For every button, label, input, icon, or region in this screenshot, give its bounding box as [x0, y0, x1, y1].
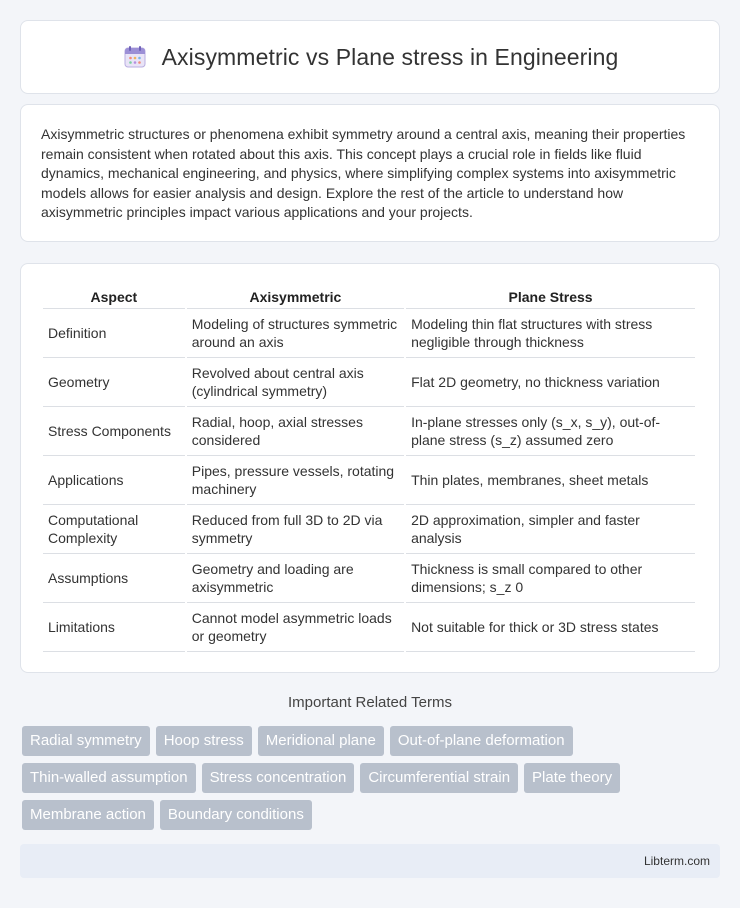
- table-row: [43, 505, 695, 554]
- table-row: [43, 407, 695, 456]
- cell-aspect: Limitations: [43, 603, 185, 652]
- header-plane-stress: Plane Stress: [406, 286, 695, 309]
- table-row: [43, 603, 695, 652]
- related-terms-title: Important Related Terms: [288, 694, 452, 711]
- cell-plane-stress: Thickness is small compared to other dimensions; s_z 0: [406, 554, 695, 603]
- cell-axisymmetric: Radial, hoop, axial stresses considered: [187, 407, 404, 456]
- table-row: [43, 554, 695, 603]
- header: [122, 44, 619, 71]
- tag-membrane-action[interactable]: Membrane action: [22, 800, 154, 830]
- cell-axisymmetric: Reduced from full 3D to 2D via symmetry: [187, 505, 404, 554]
- footer: [20, 844, 720, 878]
- cell-axisymmetric: Geometry and loading are axisymmetric: [187, 554, 404, 603]
- cell-axisymmetric: Pipes, pressure vessels, rotating machinery: [187, 456, 404, 505]
- cell-plane-stress: 2D approximation, simpler and faster analysis: [406, 505, 695, 554]
- table-row: [43, 309, 695, 358]
- cell-plane-stress: In-plane stresses only (s_x, s_y), out-of-plane stress (s_z) assumed zero: [406, 407, 695, 456]
- cell-aspect: Stress Components: [43, 407, 185, 456]
- tag-row: [22, 800, 722, 830]
- cell-axisymmetric: Revolved about central axis (cylindrical symmetry): [187, 358, 404, 407]
- header-axisymmetric: Axisymmetric: [187, 286, 404, 309]
- cell-axisymmetric: Modeling of structures symmetric around an axis: [187, 309, 404, 358]
- intro-paragraph: Axisymmetric structures or phenomena exhibit symmetry around a central axis, meaning their properties remain consistent when rotated about this axis. This concept plays a crucial role in fields like fluid dynamics, mechanical engineering, and physics, where simplifying complex systems into axisymmetric models allows for easier analysis and design. Explore the rest of the article to understand how axisymmetric principles impact various applications and your projects.: [41, 126, 686, 221]
- table-row: [43, 358, 695, 407]
- comparison-table-card: [20, 263, 720, 673]
- tag-circumferential-strain[interactable]: Circumferential strain: [360, 763, 518, 793]
- cell-aspect: Definition: [43, 309, 185, 358]
- intro-card: [20, 104, 720, 242]
- tag-hoop-stress[interactable]: Hoop stress: [156, 726, 252, 756]
- table-row: [43, 456, 695, 505]
- tag-plate-theory[interactable]: Plate theory: [524, 763, 620, 793]
- tag-boundary-conditions[interactable]: Boundary conditions: [160, 800, 312, 830]
- tag-thin-walled-assumption[interactable]: Thin-walled assumption: [22, 763, 196, 793]
- cell-aspect: Applications: [43, 456, 185, 505]
- header-aspect: Aspect: [43, 286, 185, 309]
- cell-plane-stress: Thin plates, membranes, sheet metals: [406, 456, 695, 505]
- footer-brand[interactable]: Libterm.com: [643, 854, 710, 868]
- cell-plane-stress: Not suitable for thick or 3D stress states: [406, 603, 695, 652]
- tag-row: [22, 726, 722, 756]
- tag-meridional-plane[interactable]: Meridional plane: [258, 726, 384, 756]
- cell-plane-stress: Flat 2D geometry, no thickness variation: [406, 358, 695, 407]
- cell-aspect: Computational Complexity: [43, 505, 185, 554]
- tag-out-of-plane-deformation[interactable]: Out-of-plane deformation: [390, 726, 573, 756]
- tag-radial-symmetry[interactable]: Radial symmetry: [22, 726, 150, 756]
- header-card: [20, 20, 720, 94]
- tag-row: [22, 763, 722, 793]
- comparison-table: [41, 286, 697, 652]
- tag-stress-concentration[interactable]: Stress concentration: [202, 763, 355, 793]
- cell-aspect: Geometry: [43, 358, 185, 407]
- cell-plane-stress: Modeling thin flat structures with stress negligible through thickness: [406, 309, 695, 358]
- related-terms: [22, 726, 722, 837]
- cell-aspect: Assumptions: [43, 554, 185, 603]
- page-title: Axisymmetric vs Plane stress in Engineering: [161, 43, 619, 70]
- cell-axisymmetric: Cannot model asymmetric loads or geometry: [187, 603, 404, 652]
- table-header-row: [43, 286, 695, 309]
- calendar-icon: [122, 44, 148, 70]
